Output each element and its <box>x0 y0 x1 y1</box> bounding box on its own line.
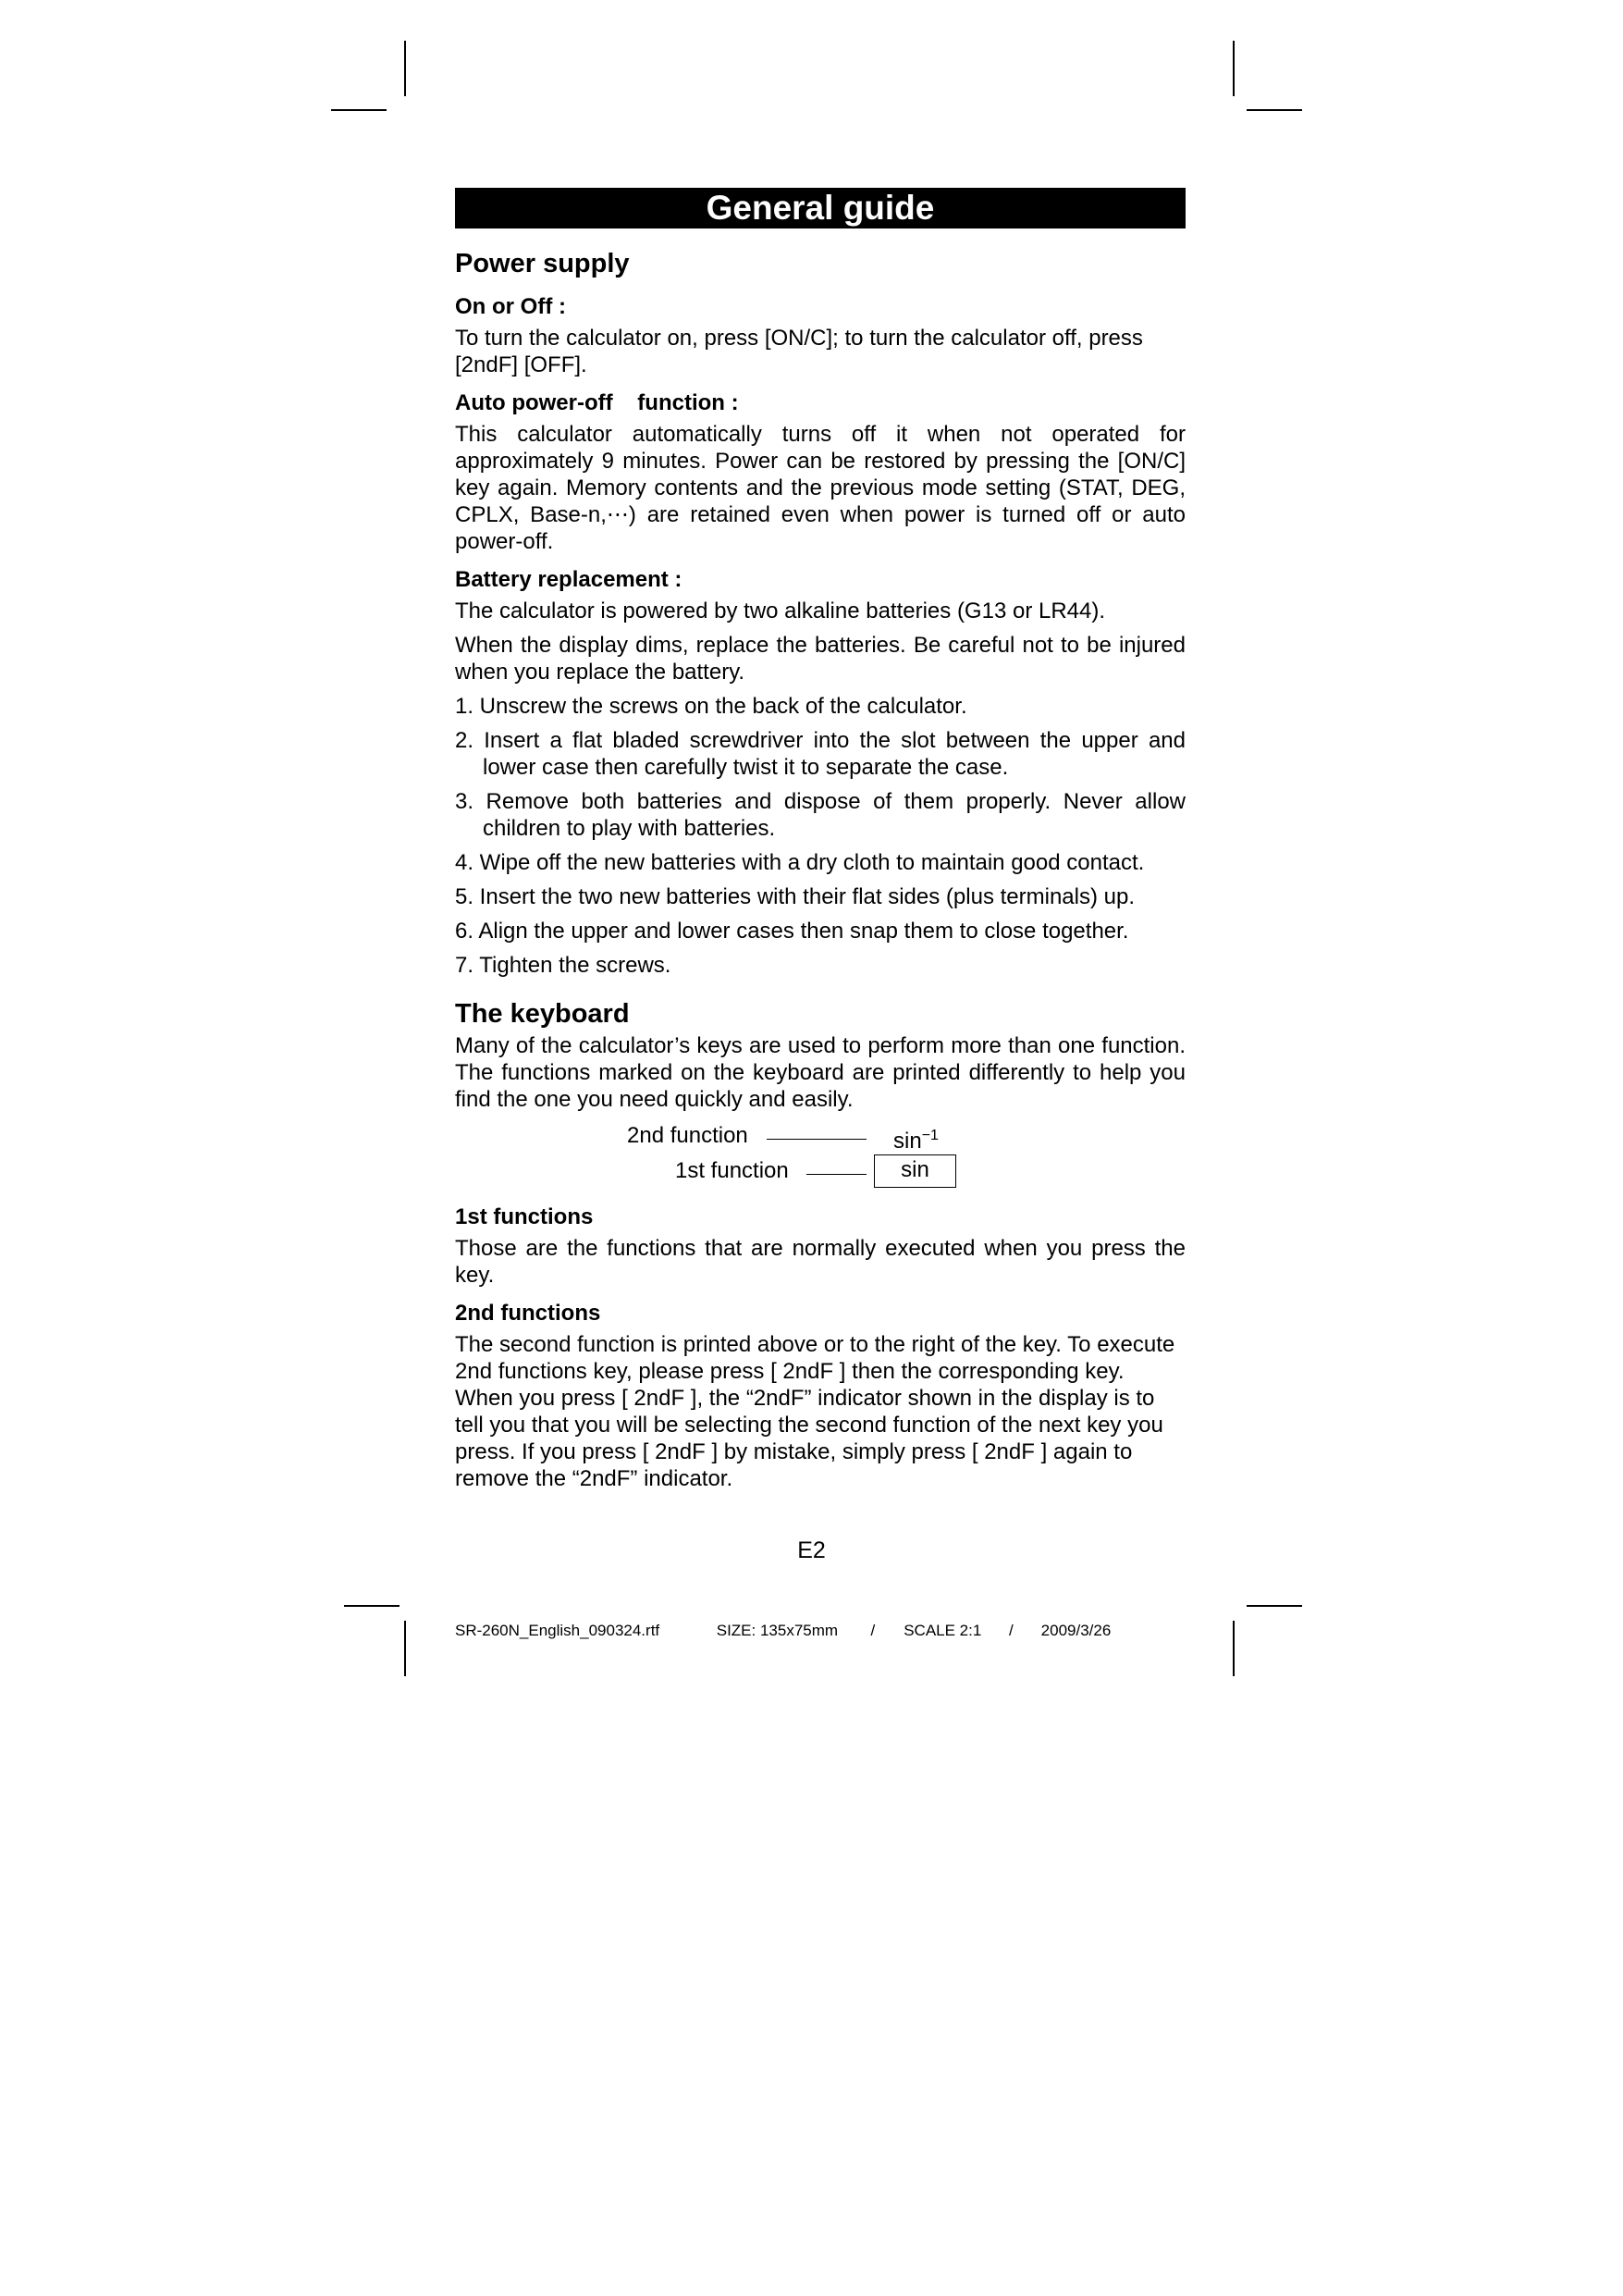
print-footer <box>455 1622 1111 1640</box>
first-function-label: 1st function <box>675 1158 789 1183</box>
sin-key: sin <box>874 1154 956 1188</box>
second-function-key-text: sin <box>893 1129 922 1154</box>
second-function-key-label <box>893 1122 939 1155</box>
superscript-minus-one: −1 <box>921 1128 939 1143</box>
list-item: 2. Insert a flat bladed screwdriver into the slot between the upper and lower case then carefully twist it to separate the case. <box>455 728 1186 780</box>
list-item: 5. Insert the two new batteries with their flat sides (plus terminals) up. <box>455 884 1135 909</box>
auto-power-off-text: This calculator automatically turns off it when not operated for approximately 9 minutes. Power can be restored by pressing the [ON/C] key again. Memory contents and the previous mode setting (STAT, DEG, CPLX, Base-n,⋯) are retained even when power is turned off or auto power-off. <box>455 422 1186 554</box>
auto-power-off-title: Auto power-off function : <box>455 390 739 415</box>
keyboard-heading: The keyboard <box>455 999 630 1029</box>
page-number: E2 <box>797 1537 826 1563</box>
list-item: 7. Tighten the screws. <box>455 953 671 978</box>
footer-size: SIZE: 135x75mm <box>716 1622 839 1639</box>
keyboard-intro: Many of the calculator’s keys are used to perform more than one function. The functions marked on the keyboard are printed differently to help you find the one you need quickly and easily. <box>455 1033 1186 1112</box>
footer-separator: / <box>1008 1622 1014 1639</box>
crop-mark <box>1247 1605 1302 1607</box>
first-function-leader-line <box>806 1174 867 1175</box>
key-function-diagram <box>455 1120 1186 1192</box>
page-content <box>455 188 1186 1500</box>
first-functions-title: 1st functions <box>455 1204 594 1229</box>
list-item: 4. Wipe off the new batteries with a dry cloth to maintain good contact. <box>455 850 1145 875</box>
first-functions-text: Those are the functions that are normally executed when you press the key. <box>455 1236 1186 1288</box>
second-functions-text: The second function is printed above or to the right of the key. To execute 2nd functions key, please press [ 2ndF ] then the corresponding key. When you press [ 2ndF ], the “2ndF” indicator shown in the display is to tell you that you will be selecting the second function of the next key you press. If you press [ 2ndF ] by mistake, simply press [ 2ndF ] again to remove the “2ndF” indicator. <box>455 1332 1175 1491</box>
list-item: 3. Remove both batteries and dispose of them properly. Never allow children to play with batteries. <box>455 789 1186 841</box>
list-item: 1. Unscrew the screws on the back of the calculator. <box>455 694 967 719</box>
crop-mark <box>1233 41 1235 96</box>
crop-mark <box>404 1621 406 1676</box>
footer-scale: SCALE 2:1 <box>904 1622 982 1639</box>
second-functions-title: 2nd functions <box>455 1301 601 1326</box>
on-off-text: To turn the calculator on, press [ON/C]; to turn the calculator off, press [2ndF] [OFF]. <box>455 326 1143 377</box>
list-item: 6. Align the upper and lower cases then snap them to close together. <box>455 919 1129 944</box>
footer-separator: / <box>870 1622 876 1639</box>
footer-date: 2009/3/26 <box>1040 1622 1112 1639</box>
crop-mark <box>404 41 406 96</box>
battery-replacement-title: Battery replacement : <box>455 567 682 592</box>
battery-text-2: When the display dims, replace the batteries. Be careful not to be injured when you replace the battery. <box>455 633 1186 685</box>
section-banner: General guide <box>455 188 1186 228</box>
crop-mark <box>1233 1621 1235 1676</box>
footer-file: SR-260N_English_090324.rtf <box>455 1622 660 1639</box>
battery-text-1: The calculator is powered by two alkaline batteries (G13 or LR44). <box>455 599 1106 623</box>
battery-steps <box>455 693 1186 979</box>
power-supply-heading: Power supply <box>455 249 630 278</box>
crop-mark <box>1247 109 1302 111</box>
crop-mark <box>331 109 387 111</box>
crop-mark <box>344 1605 400 1607</box>
on-off-title: On or Off : <box>455 294 566 319</box>
second-function-label: 2nd function <box>627 1123 748 1148</box>
second-function-leader-line <box>767 1139 867 1140</box>
